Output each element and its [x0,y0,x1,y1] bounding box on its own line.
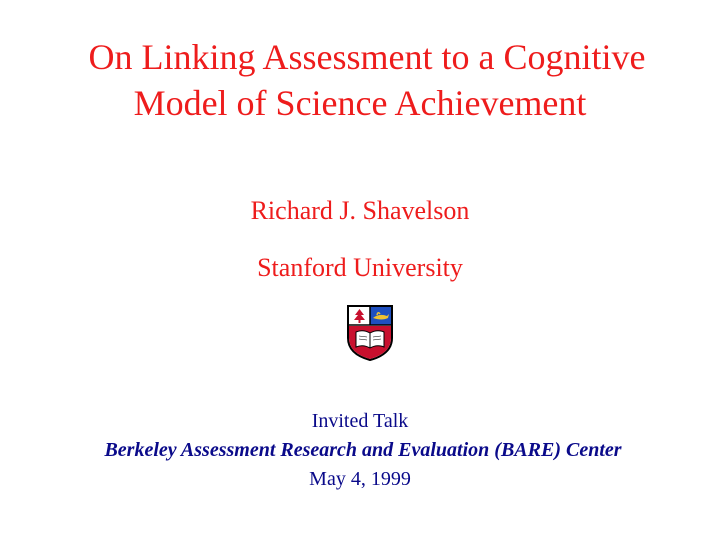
talk-date: May 4, 1999 [309,468,411,490]
slide-title-line-2: Model of Science Achievement [133,83,587,123]
venue: Berkeley Assessment Research and Evaluation (BARE) Center [104,439,622,461]
university-crest-icon [346,304,394,362]
author-name: Richard J. Shavelson [250,196,470,225]
slide-title-line-1: On Linking Assessment to a Cognitive [88,37,646,77]
author-institution: Stanford University [257,253,463,282]
talk-type: Invited Talk [311,410,409,432]
